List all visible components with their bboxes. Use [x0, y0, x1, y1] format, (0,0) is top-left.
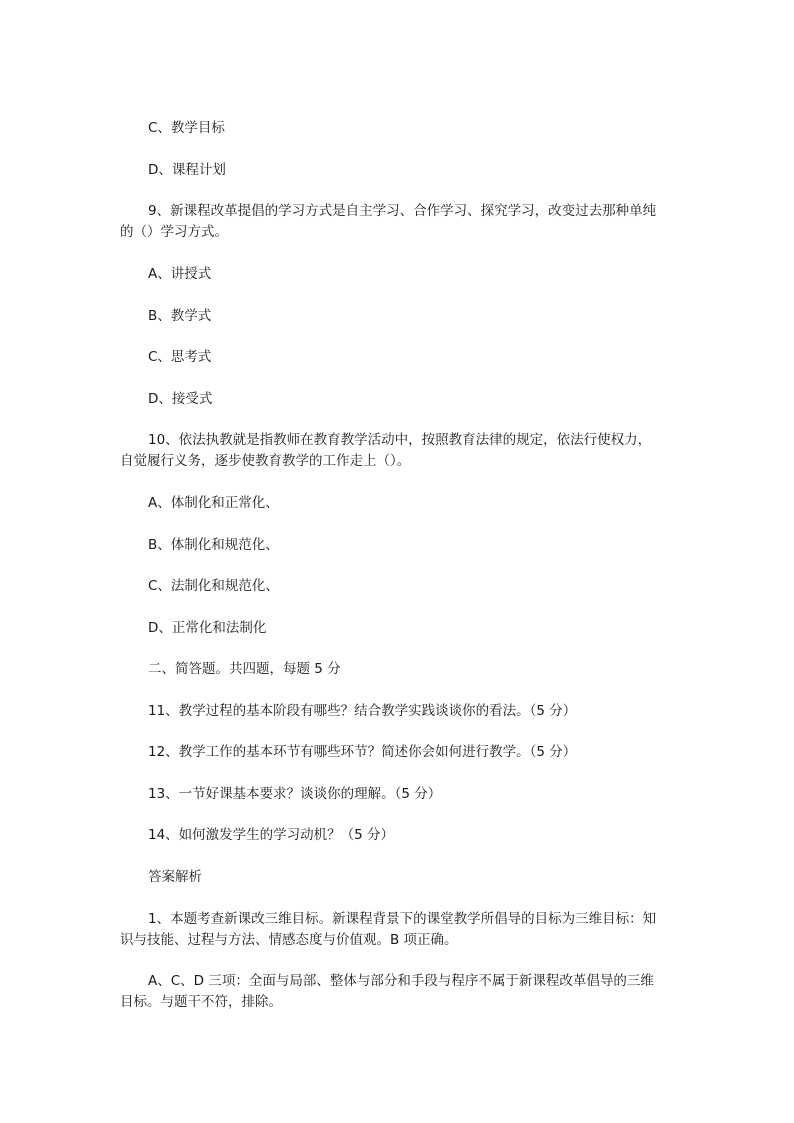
answer-1-explanation-line-2: 目标。与题干不符，排除。 — [120, 994, 282, 1010]
section-heading-short-answer: 二、简答题。共四题，每题 5 分 — [148, 661, 341, 677]
question-12: 12、教学工作的基本环节有哪些环节？简述你会如何进行教学。（5 分） — [148, 744, 577, 760]
option-b-q10: B、体制化和规范化、 — [148, 537, 279, 553]
answer-analysis-heading: 答案解析 — [148, 869, 202, 885]
option-c-q9: C、思考式 — [148, 349, 212, 365]
question-11: 11、教学过程的基本阶段有哪些？结合教学实践谈谈你的看法。（5 分） — [148, 703, 577, 719]
option-a-q10: A、体制化和正常化、 — [148, 495, 279, 511]
answer-1-line-1: 1、本题考查新课改三维目标。新课程背景下的课堂教学所倡导的目标为三维目标：知 — [148, 911, 657, 927]
question-14: 14、如何激发学生的学习动机？（5 分） — [148, 827, 395, 843]
answer-1-explanation-line-1: A、C、D 三项：全面与局部、整体与部分和手段与程序不属于新课程改革倡导的三维 — [148, 973, 654, 989]
answer-1-line-2: 识与技能、过程与方法、情感态度与价值观。B 项正确。 — [120, 932, 458, 948]
option-c-q8: C、教学目标 — [148, 120, 225, 136]
option-c-q10: C、法制化和规范化、 — [148, 578, 279, 594]
option-d-q10: D、正常化和法制化 — [148, 620, 267, 636]
question-10-line-1: 10、依法执教就是指教师在教育教学活动中，按照教育法律的规定，依法行使权力， — [148, 432, 652, 448]
option-b-q9: B、教学式 — [148, 308, 212, 324]
question-9-line-2: 的（）学习方式。 — [120, 224, 228, 240]
option-a-q9: A、讲授式 — [148, 266, 212, 282]
option-d-q9: D、接受式 — [148, 391, 213, 407]
question-10-line-2: 自觉履行义务，逐步使教育教学的工作走上（）。 — [120, 453, 411, 469]
question-9-line-1: 9、新课程改革提倡的学习方式是自主学习、合作学习、探究学习，改变过去那种单纯 — [148, 203, 657, 219]
question-13: 13、一节好课基本要求？谈谈你的理解。（5 分） — [148, 786, 442, 802]
option-d-q8: D、课程计划 — [148, 162, 226, 178]
